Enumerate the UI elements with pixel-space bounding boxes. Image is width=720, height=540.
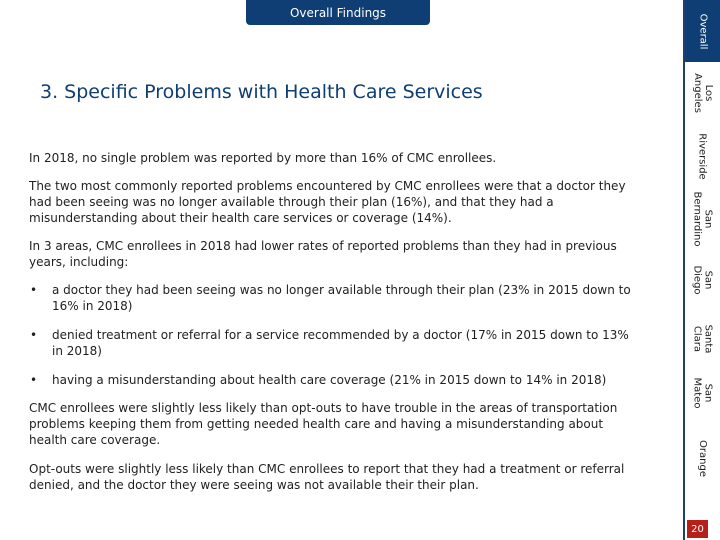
region-tab-label: Orange [697, 439, 709, 477]
bullet-text: having a misunderstanding about health care coverage (21% in 2015 down to 14% in 2018) [52, 373, 607, 387]
opt-out-comparison-paragraph: CMC enrollees were slightly less likely than opt-outs to have trouble in the areas of transportation problems keeping them from getting needed health care and having a misunderstanding about health care coverage. [29, 401, 618, 447]
bullet-icon: • [30, 283, 38, 297]
region-tab-san-mateo[interactable] [685, 368, 720, 418]
opt-out-comparison-paragraph-2: Opt-outs were slightly less likely than CMC enrollees to report that they had a treatment or referral denied, and the doctor they were seeing was not available their their plan. [29, 462, 625, 492]
lower-rates-paragraph: In 3 areas, CMC enrollees in 2018 had lower rates of reported problems than they had in previous years, including: [29, 239, 617, 269]
region-tab-san-diego[interactable] [685, 250, 720, 310]
bullet-icon: • [30, 373, 38, 387]
overall-findings-tab-label: Overall Findings [289, 5, 387, 20]
region-tab-label: San Diego [691, 265, 714, 295]
bullet-item-doctor-unavailable [29, 282, 641, 314]
region-tab-label: Los Angeles [691, 73, 714, 113]
region-tab-label: Riverside [697, 132, 708, 180]
region-tab-san-bernardino[interactable] [685, 188, 720, 250]
bullet-item-coverage-misunderstanding [29, 372, 641, 388]
bullet-icon: • [30, 328, 38, 342]
summary-paragraph: In 2018, no single problem was reported by more than 16% of CMC enrollees. [29, 151, 497, 165]
overall-findings-tab[interactable] [246, 0, 430, 25]
bullet-text: a doctor they had been seeing was no longer available through their plan (23% in 2015 down to 16% in 2018) [52, 283, 631, 313]
region-tab-label: Santa Clara [691, 324, 714, 354]
region-tab-label: Overall [697, 13, 708, 49]
bullet-item-treatment-denied [29, 327, 641, 359]
page-number: 20 [687, 520, 708, 538]
region-tab-riverside[interactable] [685, 124, 720, 188]
region-tab-overall[interactable] [685, 0, 720, 62]
page-title: 3. Specific Problems with Health Care Services [40, 81, 483, 103]
region-tab-orange[interactable] [685, 418, 720, 498]
bullet-text: denied treatment or referral for a service recommended by a doctor (17% in 2015 down to 13% in 2018) [52, 328, 629, 358]
most-common-problems-paragraph: The two most commonly reported problems encountered by CMC enrollees were that a doctor they had been seeing was no longer available through their plan (16%), and that they had a misunderstanding about their health care services or coverage (14%). [29, 179, 626, 225]
region-tab-label: San Bernardino [691, 191, 714, 247]
region-tab-los-angeles[interactable] [685, 62, 720, 124]
findings-content [29, 150, 641, 493]
region-tab-santa-clara[interactable] [685, 310, 720, 368]
region-tab-label: San Mateo [691, 377, 714, 409]
